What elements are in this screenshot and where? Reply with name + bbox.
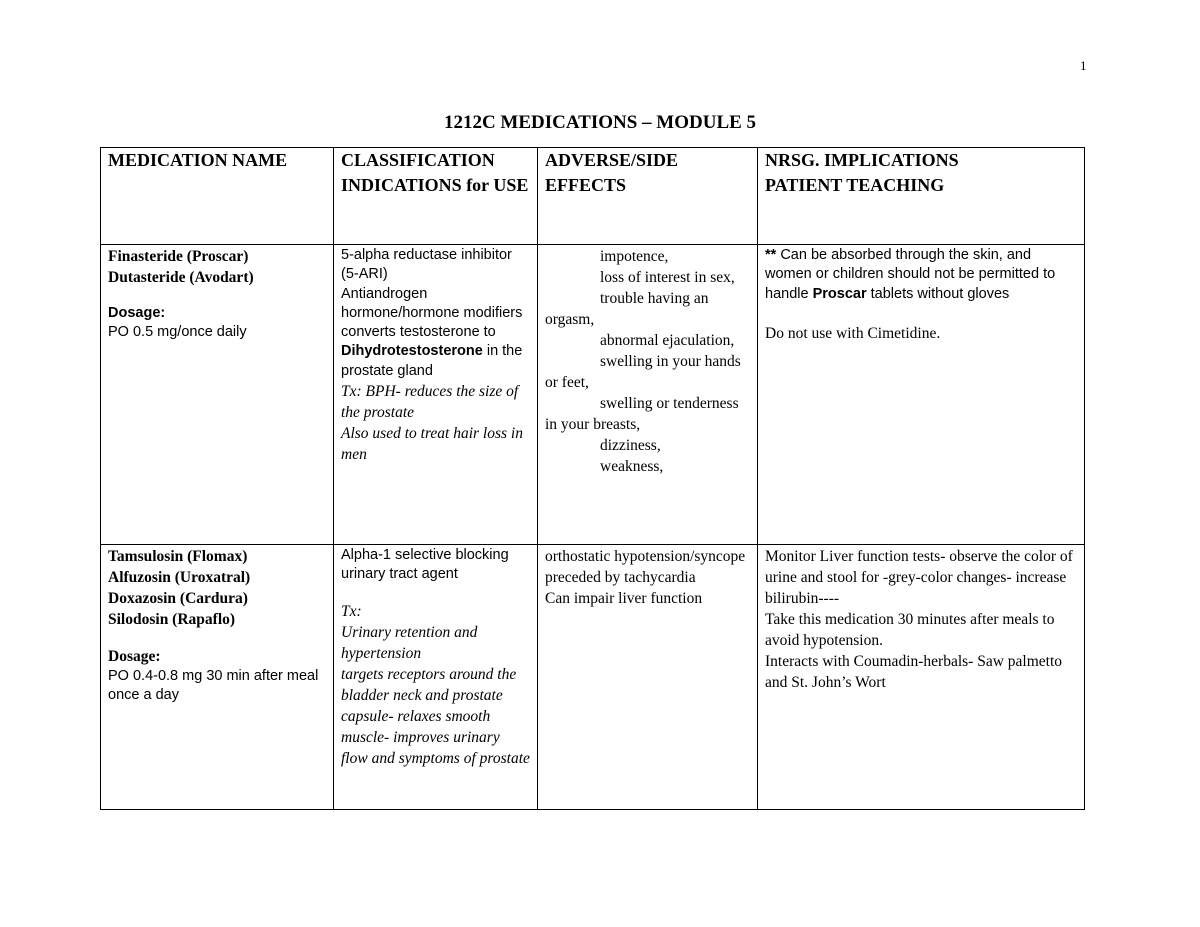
table-row [101, 245, 1085, 545]
list-item: Interacts with Coumadin-herbals- Saw palmetto and St. John’s Wort [765, 653, 1063, 691]
list-item: weakness, [600, 458, 664, 475]
nursing-implications-cell [758, 545, 1085, 810]
dosage-value: PO 0.5 mg/once daily [108, 324, 247, 341]
list-item: loss of interest in sex, [600, 269, 735, 286]
list-item: abnormal ejaculation, [600, 332, 735, 349]
list-item: dizziness, [600, 437, 661, 454]
header-medication-name: MEDICATION NAME [101, 148, 334, 245]
adverse-effects-cell [538, 245, 758, 545]
medication-name: Tamsulosin (Flomax) [108, 548, 248, 565]
dosage-value: PO 0.4-0.8 mg 30 min after meal once a day [108, 668, 319, 704]
list-item: Take this medication 30 minutes after meals to avoid hypotension. [765, 611, 1055, 649]
header-classification: CLASSIFICATION INDICATIONS for USE [334, 148, 538, 245]
medication-name: Finasteride (Proscar) [108, 248, 249, 265]
effects-list [545, 246, 750, 477]
header-adverse-effects: ADVERSE/SIDE EFFECTS [538, 148, 758, 245]
list-item: impotence, [600, 248, 669, 265]
medication-name: Dutasteride (Avodart) [108, 269, 254, 286]
medication-name-cell [101, 545, 334, 810]
medications-table [100, 147, 1085, 810]
page-number: 1 [1080, 58, 1087, 73]
adverse-effects-cell [538, 545, 758, 810]
list-item: Monitor Liver function tests- observe the color of urine and stool for -grey-color changes- increase bilirubin---- [765, 548, 1073, 607]
list-item: swelling or tenderness in your breasts, [545, 395, 739, 433]
medication-name: Doxazosin (Cardura) [108, 590, 248, 607]
list-item: Can impair liver function [545, 590, 703, 607]
bold-drug-term: Dihydrotestosterone [341, 343, 483, 360]
bold-drug-term: Proscar [812, 285, 867, 302]
medication-name-cell [101, 245, 334, 545]
dosage-label: Dosage: [108, 648, 161, 665]
medication-name: Silodosin (Rapaflo) [108, 611, 236, 628]
dosage-label: Dosage: [108, 305, 166, 321]
indications-label: Tx: [341, 602, 362, 620]
header-nursing-implications: NRSG. IMPLICATIONS PATIENT TEACHING [758, 148, 1085, 245]
document-title: 1212C MEDICATIONS – MODULE 5 [443, 112, 757, 133]
table-header-row [101, 148, 1085, 245]
warning-stars: ** [765, 247, 777, 263]
table-row [101, 545, 1085, 810]
medication-name: Alfuzosin (Uroxatral) [108, 569, 251, 586]
list-item: swelling in your hands or feet, [545, 353, 741, 391]
nursing-implications-cell: ** Can be absorbed through the skin, and women or children should not be permitted to handle Proscar tablets without gloves Do not use with Cimetidine. [758, 245, 1085, 545]
classification-cell: 5-alpha reductase inhibitor (5-ARI) Antiandrogen hormone/hormone modifiers converts testosterone to Dihydrotestosterone in the prostate gland Tx: BPH- reduces the size of the prostate Also used to treat hair loss in men [334, 245, 538, 545]
indications-label: Tx: [341, 383, 362, 401]
list-item: trouble having an orgasm, [545, 290, 709, 328]
list-item: orthostatic hypotension/syncope preceded by tachycardia [545, 548, 746, 586]
classification-cell: Alpha-1 selective blocking urinary tract agent Tx: Urinary retention and hypertension targets receptors around the bladder neck and prostate capsule- relaxes smooth muscle- improves urinary flow and symptoms of prostate [334, 545, 538, 810]
